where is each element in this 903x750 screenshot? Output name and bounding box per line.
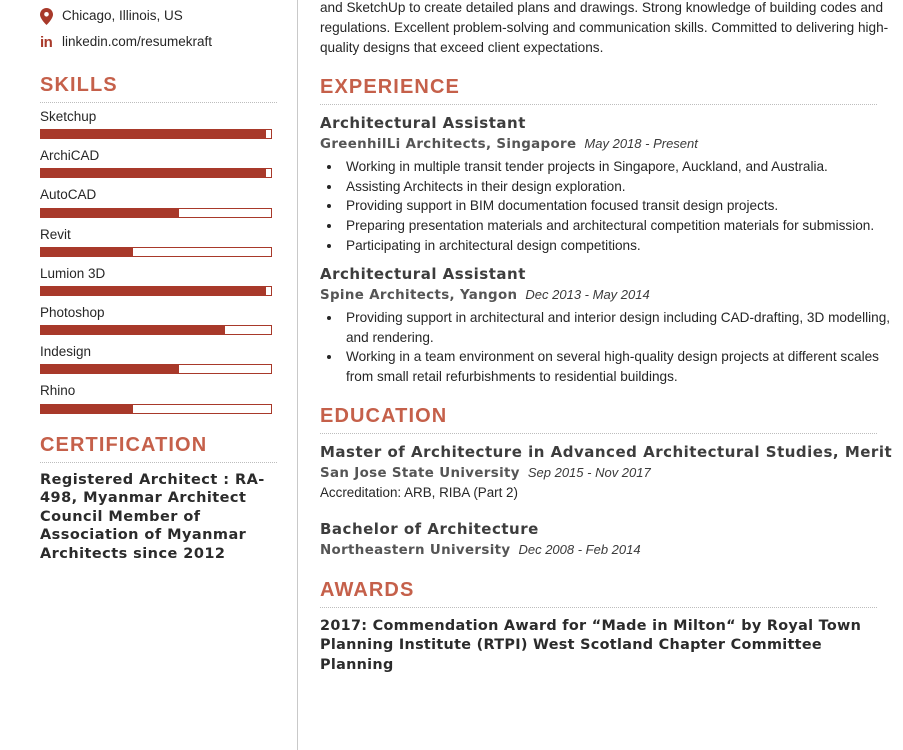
experience-organization: Spine Architects, Yangon	[320, 288, 518, 304]
experience-bullet: • Working in a team environment on several high-quality design projects at different scales from small retail refurbishments to residential buildings.	[342, 347, 895, 386]
education-school: San Jose State University	[320, 465, 520, 481]
certification-text: Registered Architect : RA-498, Myanmar Architect Council Member of Association of Myanmar Architects since 2012	[40, 471, 265, 562]
location-pin-icon	[40, 8, 62, 25]
skill-item	[40, 344, 298, 374]
certification-section-title: CERTIFICATION	[40, 433, 208, 456]
experience-organization: GreenhilLi Architects, Singapore	[320, 137, 577, 153]
summary-text: and SketchUp to create detailed plans and drawings. Strong knowledge of building codes and regulations. Excellent problem-solving and communication skills. Committed to delivering high-quality designs that exceed client expectations.	[320, 0, 889, 56]
skill-item	[40, 148, 298, 178]
skill-label: ArchiCAD	[40, 148, 100, 164]
skill-label: Lumion 3D	[40, 265, 106, 281]
education-subheading	[320, 463, 895, 484]
skill-item	[40, 305, 298, 335]
section-divider	[40, 462, 277, 463]
skill-level-fill	[41, 326, 225, 334]
education-note: Accreditation: ARB, RIBA (Part 2)	[320, 485, 518, 501]
skill-label: Photoshop	[40, 304, 105, 320]
education-subheading	[320, 540, 895, 561]
skill-level-bar	[40, 404, 272, 414]
linkedin-icon	[40, 34, 62, 51]
education-date-range: Sep 2015 - Nov 2017	[527, 464, 651, 480]
experience-section	[320, 76, 895, 386]
contact-list	[40, 0, 298, 54]
certification-section	[40, 434, 298, 564]
skill-item	[40, 266, 298, 296]
left-sidebar	[0, 0, 298, 750]
experience-date-range: May 2018 - Present	[584, 136, 698, 152]
skill-label: AutoCAD	[40, 187, 97, 203]
skill-level-bar	[40, 286, 272, 296]
skill-level-bar	[40, 129, 272, 139]
education-section	[320, 405, 895, 561]
skill-item	[40, 109, 298, 139]
education-entry	[320, 520, 895, 561]
skill-level-fill	[41, 405, 133, 413]
experience-bullet-list	[320, 157, 895, 256]
skill-item	[40, 187, 298, 217]
skill-level-fill	[41, 130, 266, 138]
skill-level-fill	[41, 287, 266, 295]
education-date-range: Dec 2008 - Feb 2014	[518, 542, 641, 558]
skill-level-bar	[40, 247, 272, 257]
experience-bullet-list	[320, 308, 895, 387]
experience-bullet: • Working in multiple transit tender projects in Singapore, Auckland, and Australia.	[342, 157, 895, 177]
experience-section-title: EXPERIENCE	[320, 76, 460, 99]
section-divider	[40, 102, 277, 103]
experience-bullet: • Providing support in architectural and interior design including CAD-drafting, 3D modelling, and rendering.	[342, 308, 895, 347]
skill-level-bar	[40, 325, 272, 335]
contact-linkedin-text[interactable]: linkedin.com/resumekraft	[62, 33, 213, 49]
skill-label: Indesign	[40, 344, 92, 360]
linkedin-wordmark: in	[40, 33, 53, 51]
experience-bullet: • Providing support in BIM documentation focused transit design projects.	[342, 196, 895, 216]
experience-bullet: • Participating in architectural design competitions.	[342, 236, 895, 256]
skill-level-bar	[40, 364, 272, 374]
experience-bullet: • Assisting Architects in their design exploration.	[342, 177, 895, 197]
section-divider	[320, 104, 877, 105]
skill-level-bar	[40, 208, 272, 218]
contact-item-location	[40, 4, 298, 28]
awards-section-title: AWARDS	[320, 578, 415, 601]
section-divider	[320, 433, 877, 434]
skills-section-title: SKILLS	[40, 74, 118, 96]
experience-entry	[320, 265, 895, 386]
skill-label: Rhino	[40, 383, 76, 399]
skills-list	[40, 109, 298, 414]
skill-level-fill	[41, 365, 179, 373]
education-entry	[320, 443, 895, 503]
skill-item	[40, 383, 298, 413]
experience-list	[320, 114, 895, 386]
skill-item	[40, 227, 298, 257]
skill-level-fill	[41, 248, 133, 256]
education-section-title: EDUCATION	[320, 404, 448, 427]
contact-location-text: Chicago, Illinois, US	[62, 7, 183, 23]
experience-role: Architectural Assistant	[320, 265, 526, 284]
experience-subheading	[320, 134, 895, 155]
education-degree: Master of Architecture in Advanced Architectural Studies, Merit	[320, 442, 893, 461]
education-degree: Bachelor of Architecture	[320, 520, 539, 539]
skill-label: Revit	[40, 226, 71, 242]
education-school: Northeastern University	[320, 543, 511, 559]
experience-date-range: Dec 2013 - May 2014	[525, 287, 650, 303]
experience-bullet: • Preparing presentation materials and architectural competition materials for submission.	[342, 216, 895, 236]
education-list	[320, 443, 895, 561]
main-content	[298, 0, 903, 750]
column-divider	[297, 0, 298, 750]
skills-section	[40, 74, 298, 414]
experience-subheading	[320, 285, 895, 306]
skill-level-fill	[41, 169, 266, 177]
award-text: 2017: Commendation Award for “Made in Milton“ by Royal Town Planning Institute (RTPI) West Scotland Chapter Committee Planning	[320, 617, 862, 673]
awards-section	[320, 579, 895, 675]
skill-level-bar	[40, 168, 272, 178]
section-divider	[320, 607, 877, 608]
skill-level-fill	[41, 209, 179, 217]
experience-entry	[320, 114, 895, 255]
experience-role: Architectural Assistant	[320, 114, 526, 133]
contact-item-linkedin[interactable]	[40, 30, 298, 54]
skill-label: Sketchup	[40, 109, 97, 124]
